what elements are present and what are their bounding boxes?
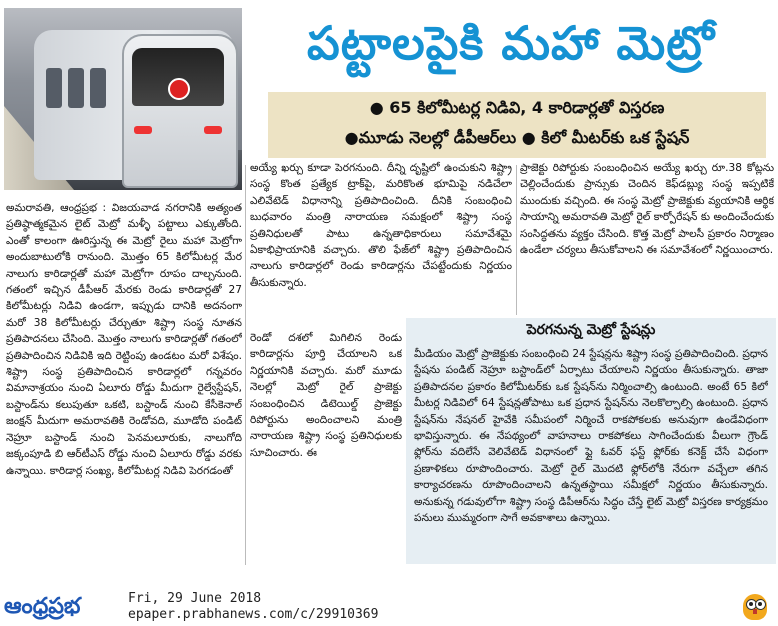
metro-logo-icon [168,78,190,100]
stations-box-text: మీడియం మెట్రో ప్రాజెక్టుకు సంబంధించి 24 స్టేషన్లను శిష్ట్రా సంస్థ ప్రతిపాదించింది. ప్రధాన స్టేషను పండిట్ నెహ్రూ బస్టాండ్‌లో ఏర్పాటు చేయాలని నిర్ణయం తీసుకున్నారు. తాజా ప్రతిపాదనల ప్రకారం కిలోమీటర్‌కు ఒక స్టేషన్‌ను నిర్మించాల్సి ఉంటుంది. అంటే 65 కిలో మీటర్ల నిడివిలో 64 స్టేషన్లతోపాటు ఒక ప్రధాన స్టేషన్‌ను నెలకొల్పాల్సి ఉంటుంది. ప్రధాన స్టేషన్‌ను నేషనల్ హైవేకి సమీపంలో నిర్మించే రాకపోకలకు అనువుగా ఉండేవిధంగా భావిస్తున్నారు. ఈ నేపథ్యంలో వాహనాలు రాకపోకలు సాగించేందుకు వీలుగా గ్రౌండ్ ఫ్లోర్‌ను వదిలేసే వెలివేటెడ్ విధానంలో ఫ్లై ఓవర్ ఫస్ట్ ఫ్లోర్‌కు కనెక్ట్ చేసే విధంగా ప్రణాళికలు రూపొందించారు. మెట్రో రైల్ మొదటి ఫ్లోర్‌లోకి నేరుగా వచ్చేలా తగిన కార్యాచరణను రూపొందించాలని ఉన్నతస్థాయి సమీక్షలో నిర్ణయం తీసుకున్నారు. అనుకున్న గడువులోగా శిష్ట్రా సంస్థ డిపీఆర్‌ను సిద్ధం చేస్తే లైట్ మెట్రో విస్తరణ కార్యక్రమం పనులు ముమ్మరంగా సాగే అవకాశాలు ఉన్నాయి. [414,348,768,525]
metro-train-photo [4,8,242,190]
article-column-2-lower: రెండో దశలో మిగిలిన రెండు కారిడార్లను పూర్తి చేయాలని ఒక నిర్ణయానికి వచ్చారు. మరో మూడు నెలల్లో మెట్రో రైల్ ప్రాజెక్టు సంబంధించిన డిటెయిల్డ్ ప్రాజెక్టు రిపోర్టును అందించాలని మంత్రి నారాయణ శిష్ట్రా సంస్థ ప్రతినిధులకు సూచించారు. ఈ [250,332,402,459]
subhead-line-1: ● 65 కిలోమీటర్ల నిడివి, 4 కారిడార్లతో విస్తరణ [369,98,665,117]
stations-box [406,318,776,564]
headline: పట్టాలపైకి మహా మెట్రో [307,16,715,70]
column-divider [245,165,246,565]
publish-date: Fri, 29 June 2018 [128,591,262,606]
column-divider [516,165,517,315]
owl-icon [740,590,770,622]
epaper-link[interactable]: epaper.prabhanews.com/c/29910369 [128,607,379,622]
article-column-2: అయ్యే ఖర్చు కూడా పెరగనుంది. దీన్ని దృష్టిలో ఉంచుకుని శిష్ట్రా సంస్థ కొంత ప్రత్యేక ట్రాక్‌పై, మరికొంత భూమిపై నడిచేలా ఎలివేటెడ్ విధానాన్ని ప్రతిపాదించింది. దీనికి సంబంధించి బుధవారం మంత్రి నారాయణ సమక్షంలో శిష్ట్రా సంస్థ ప్రతినిధులతో పాటు ఉన్నతాధికారులు సమావేశమై ఏకాభిప్రాయానికి వచ్చారు. తొలి ఫేజ్‌లో శిష్ట్రా ప్రతిపాదించిన నాలుగు కారిడార్లలో రెండు కారిడార్లను చేపట్టేందుకు నిర్ణయం తీసుకున్నారు. [250,162,512,289]
brand-logo: ఆంధ్రప్రభ [4,594,81,619]
article-column-1: అమరావతి, ఆంధ్రప్రభ : విజయవాడ నగరానికి అత్యంత ప్రతిష్ఠాత్మకమైన లైట్ మెట్రో మళ్ళీ పట్టాలు ఎక్కుతోంది. ఎంతో కాలంగా ఊరిస్తున్న ఈ మెట్రో రైలు మహా మెట్రోగా అందుబాటులోకి రానుంది. మొత్తం 65 కిలోమీటర్ల మేర నాలుగు కారిడార్లతో మహా మెట్రోగా రూపం దాల్చనుంది. గతంలో ఇచ్చిన డీపీఆర్ మేరకు రెండు కారిడార్లతో 27 కిలోమీటర్లు నిడివి ఉండగా, ఇప్పుడు దానికి అదనంగా మరో 38 కిలోమీటర్లు చేర్చుతూ శిష్ట్రా సంస్థ నూతన ప్రతిపాదనలు చేసింది. మొత్తం నాలుగు కారిడార్లతో గతంలో ప్రతిపాదించిన నిడివికి ఇది రెట్టింపు ఉండటం మరో విశేషం. శిష్ట్రా సంస్థ ప్రతిపాదించిన కారిడార్లలో గన్నవరం విమానాశ్రయం నుంచి ఏలూరు రోడ్డు మీదుగా రైల్వేస్టేషన్, బస్టాండ్‌ను కలుపుతూ ఒకటి, బస్టాండ్ నుంచి కేసీకెనాల్ జంక్షన్ మీదుగా అమరావతికి రెండోవది, మూడోది పండిట్ నెహ్రూ బస్టాండ్ నుంచి పెనమలూరుకు, నాలుగోది జక్కంపూడి బి ఆర్‌టీఎస్ రోడ్డు నుంచి ఏలూరు రోడ్డు వరకు ఉన్నాయి. కారిడార్ల సంఖ్య, కిలోమీటర్ల నిడివి పెరగడంతో [6,202,242,477]
article-column-3: ప్రాజెక్టు రిపోర్టుకు సంబంధించిన అయ్యే ఖర్చు రూ.38 కోట్లను చెల్లించేందుకు ప్రాన్సుకు చెందిన కెఫ్‌డబ్ల్యు సంస్థ ఇప్పటికే ముందుకు వచ్చింది. ఈ సంస్థ మెట్రో ప్రాజెక్టుకు వ్యయానికి ఆర్థిక సాయాన్ని అమరావతి మెట్రో రైల్ కార్పోరేషన్ కు అందించేందుకు సంసిద్ధతను వ్యక్తం చేసింది. కొత్త మెట్రో పాలసీ ప్రకారం నిర్మాణం ఉండేలా చర్యలు తీసుకోవాలని ఈ సమావేశంలో నిర్ణయించారు. [520,162,774,257]
footer [0,590,778,626]
subhead-line-2: ●మూడు నెలల్లో డీపీఆర్‌లు ● కిలో మీటర్‌కు ఒక స్టేషన్ [344,128,690,147]
stations-box-heading: పెరగనున్న మెట్రో స్టేషన్లు [526,322,656,338]
subhead-box [268,92,766,158]
footer-meta [128,591,378,623]
